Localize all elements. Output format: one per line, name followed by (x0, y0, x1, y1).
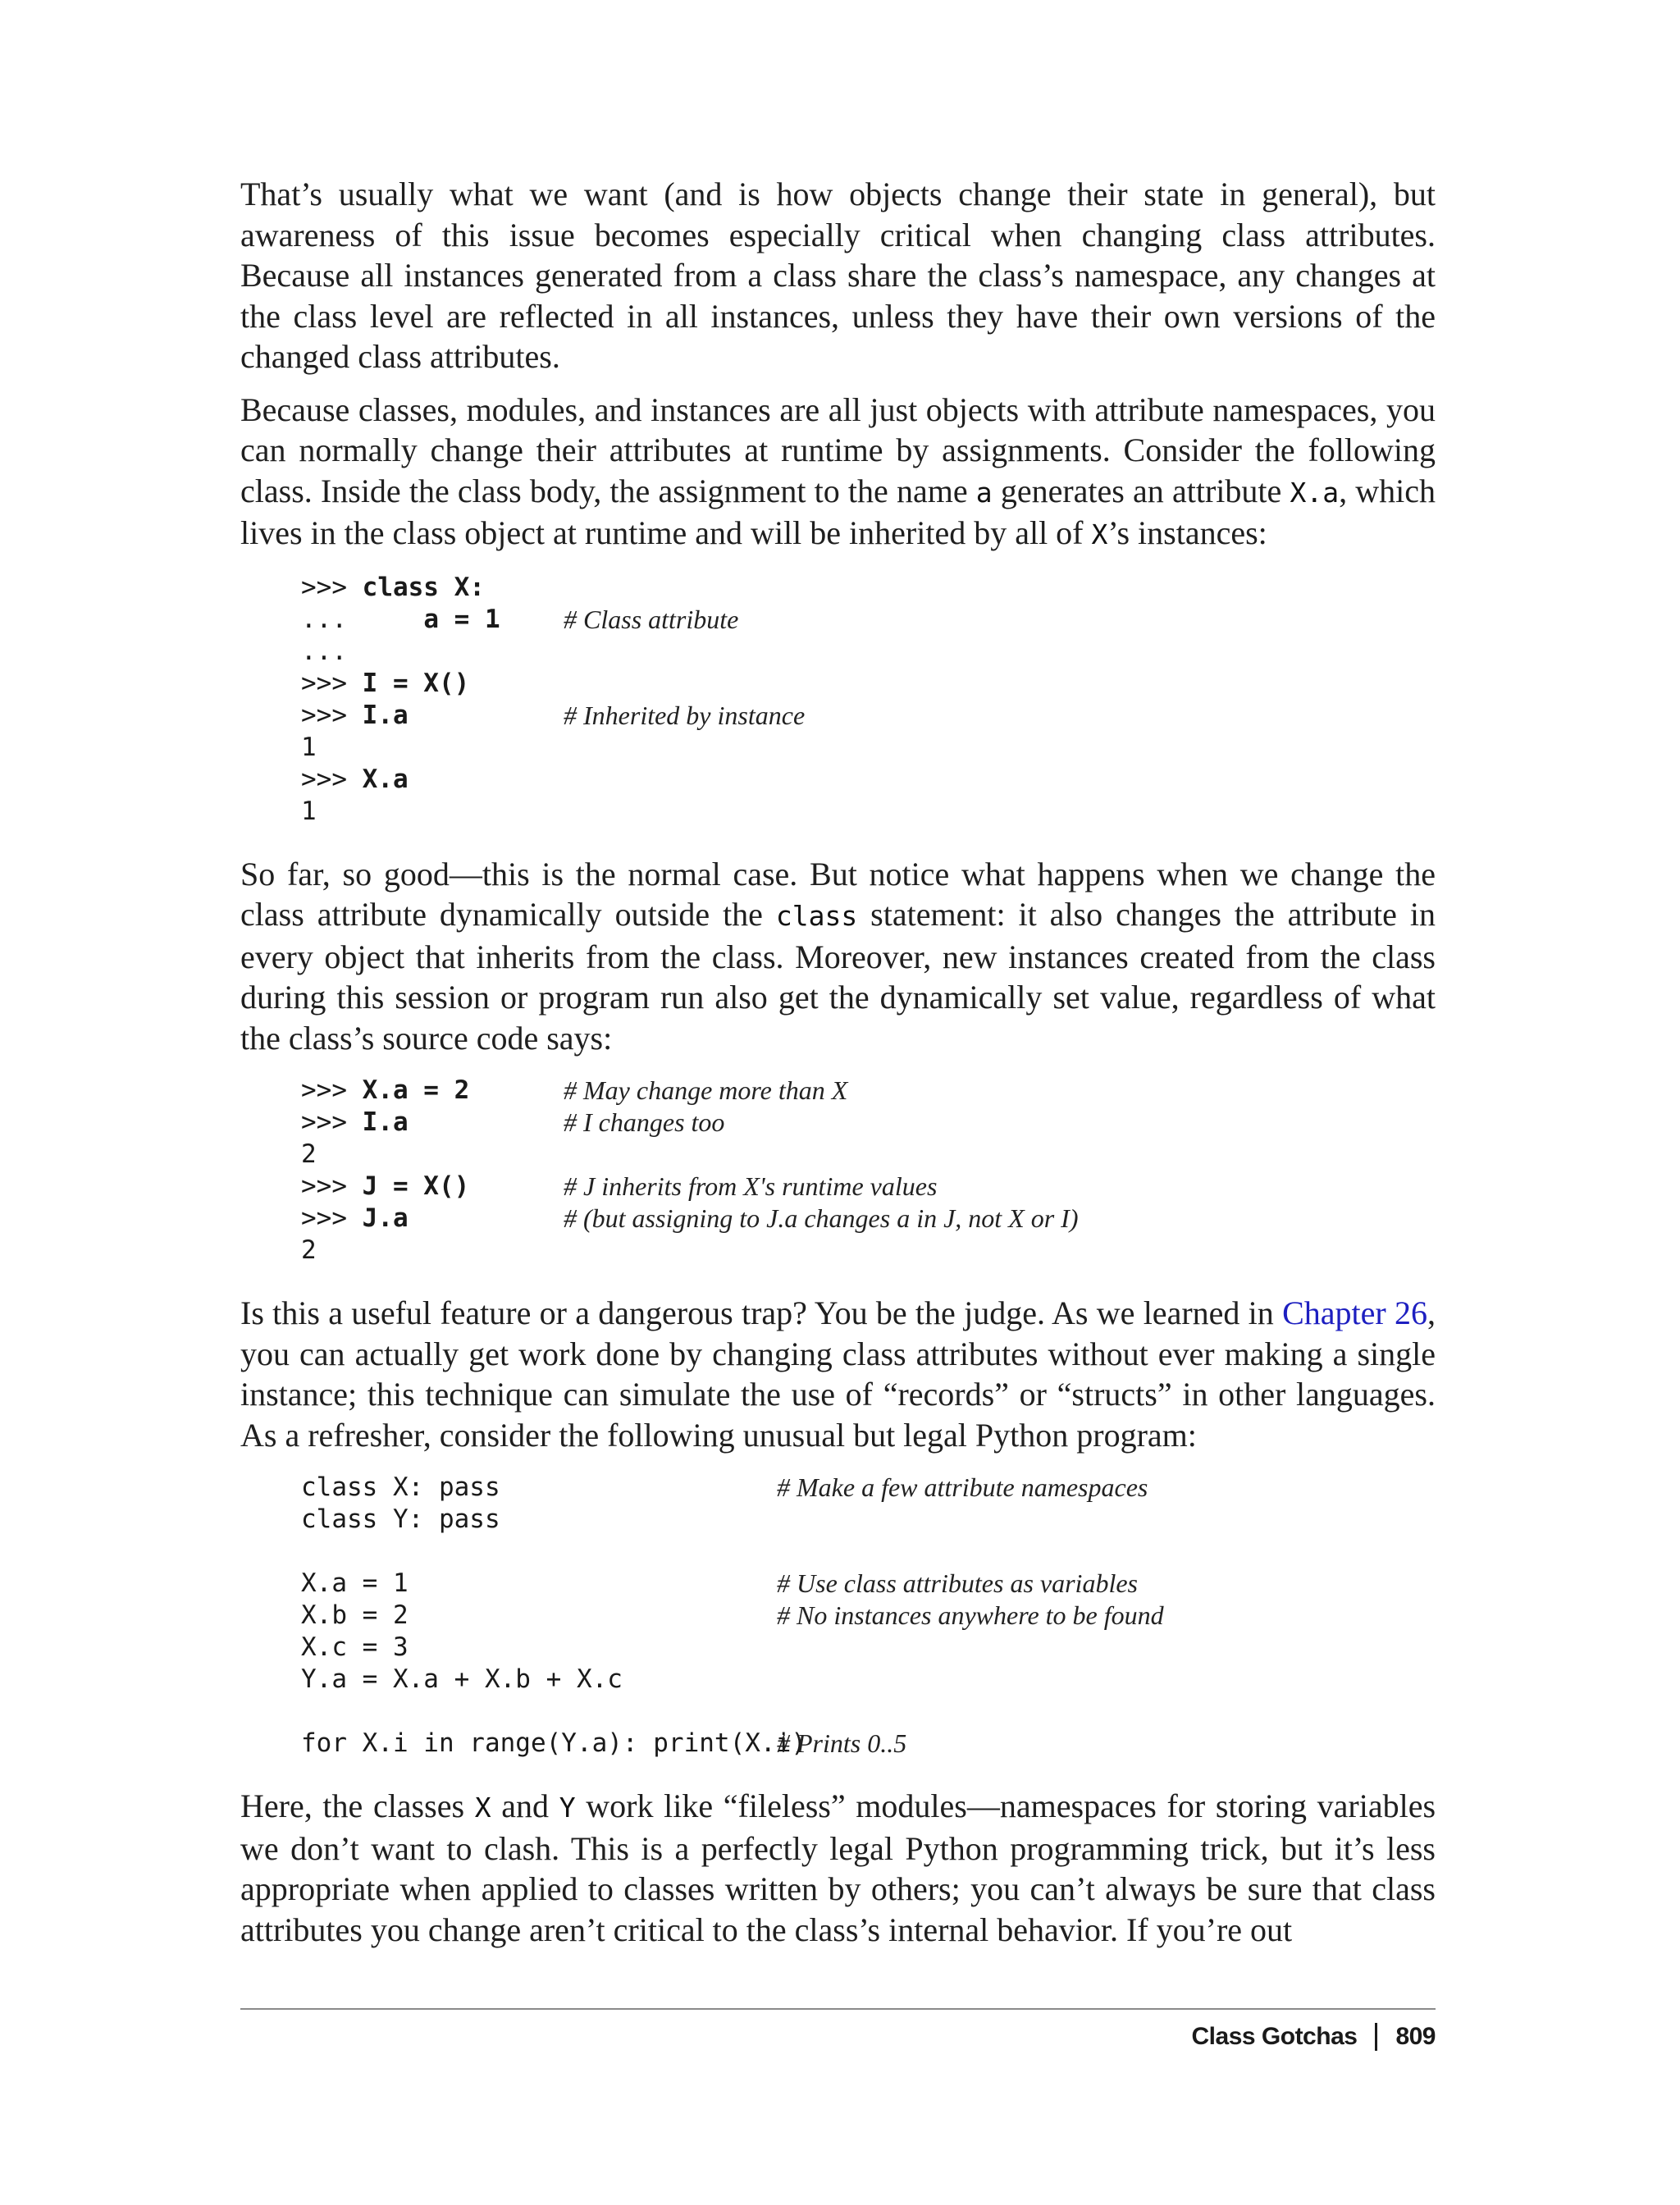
paragraph-2-text-c: , which lives in the class object at runtime and will be inherited by all of (240, 472, 1436, 551)
code-comment: # May change more than X (564, 1075, 848, 1105)
code-line (301, 1075, 1436, 1107)
code-output: 2 (301, 1139, 317, 1169)
paragraph-3 (240, 854, 1436, 1059)
code-line (301, 1472, 1436, 1504)
code-text (301, 1536, 777, 1568)
code-text: X.a (362, 764, 409, 794)
code-comment: # Inherited by instance (564, 700, 806, 730)
code-text: X.a = 2 (362, 1075, 470, 1105)
inline-code-x: X (474, 1792, 491, 1824)
paragraph-5-text-b: and (491, 1787, 559, 1824)
code-output: 2 (301, 1235, 317, 1265)
code-line (301, 1664, 1436, 1696)
code-comment: # Use class attributes as variables (777, 1568, 1138, 1598)
code-comment: # J inherits from X's runtime values (564, 1171, 938, 1201)
code-line (301, 1696, 1436, 1728)
code-comment: # (but assigning to J.a changes a in J, not X or I) (564, 1203, 1079, 1233)
page-number: 809 (1395, 2023, 1436, 2050)
paragraph-4-text-b: , you can actually get work done by changing class attributes without ever making a single instance; this technique can simulate the use of “records” or “structs” in other languages. As a refresher, consider the following unusual but legal Python program: (240, 1294, 1436, 1454)
code-prompt: ... (301, 636, 347, 666)
code-text: I.a (362, 700, 409, 730)
code-line (301, 1504, 1436, 1536)
code-prompt: >>> (301, 572, 363, 602)
code-text: J.a (362, 1203, 409, 1233)
code-line (301, 1600, 1436, 1632)
inline-code-class: class (775, 900, 858, 932)
paragraph-3-text-a: So far, so good—this is the normal case. But notice what happens when we change the class attribute dynamically outside the (240, 855, 1436, 933)
code-line (301, 1203, 1436, 1235)
code-text: class Y: pass (301, 1504, 500, 1534)
code-text: X.b = 2 (301, 1600, 409, 1630)
code-comment: # Make a few attribute namespaces (777, 1472, 1148, 1502)
code-comment: # No instances anywhere to be found (777, 1600, 1164, 1630)
code-text: a = 1 (423, 604, 500, 634)
code-prompt: ... (301, 604, 424, 634)
paragraph-2-text-a: Because classes, modules, and instances are all just objects with attribute namespaces, you can normally change their attributes at runtime by assignments. Consider the following class. Inside the class body, the assignment to the name (240, 390, 1436, 509)
inline-code-x: X (1091, 518, 1108, 550)
code-line (301, 796, 1436, 828)
code-output: 1 (301, 796, 317, 826)
code-line (301, 572, 1436, 604)
paragraph-1 (240, 174, 1436, 377)
paragraph-1-text: That’s usually what we want (and is how objects change their state in general), but awareness of this issue becomes especially critical when changing class attributes. Because all instances generated from a class share the class’s namespace, any changes at the class level are reflected in all instances, unless they have their own versions of the changed class attributes. (240, 176, 1436, 375)
code-line (301, 1171, 1436, 1203)
code-comment: # I changes too (564, 1107, 725, 1137)
chapter-26-link[interactable]: Chapter 26 (1282, 1294, 1428, 1331)
inline-code-y: Y (559, 1792, 576, 1824)
code-line (301, 636, 1436, 668)
footer-section-title: Class Gotchas (1191, 2023, 1358, 2050)
code-line (301, 764, 1436, 796)
footer-rule (240, 2008, 1436, 2010)
code-text: J = X() (362, 1171, 470, 1201)
code-text: class X: (362, 572, 485, 602)
code-prompt: >>> (301, 764, 363, 794)
code-text: Y.a = X.a + X.b + X.c (301, 1664, 623, 1694)
inline-code-a: a (975, 476, 993, 509)
code-comment: # Class attribute (564, 604, 739, 634)
page-footer (1192, 2023, 1436, 2051)
inline-code-xa: X.a (1290, 476, 1340, 509)
code-block-2 (301, 1075, 1436, 1267)
paragraph-4 (240, 1293, 1436, 1455)
code-line (301, 1728, 1436, 1760)
code-prompt: >>> (301, 1075, 363, 1105)
code-prompt: >>> (301, 1107, 363, 1137)
code-text: I = X() (362, 668, 470, 698)
code-text: X.a = 1 (301, 1568, 409, 1598)
code-text: for X.i in range(Y.a): print(X.i) (301, 1728, 806, 1758)
footer-separator (1375, 2023, 1377, 2051)
code-line (301, 1107, 1436, 1139)
code-line (301, 732, 1436, 764)
code-line (301, 1632, 1436, 1664)
paragraph-3-text-b: statement: it also changes the attribute in every object that inherits from the class. Moreover, new instances created from the class during this session or program run also get the dynamically set value, regardless of what the class’s source code says: (240, 896, 1436, 1057)
code-line (301, 1235, 1436, 1267)
code-block-1 (301, 572, 1436, 828)
paragraph-4-text-a: Is this a useful feature or a dangerous trap? You be the judge. As we learned in (240, 1294, 1283, 1331)
code-line (301, 1139, 1436, 1171)
code-text (301, 1696, 777, 1728)
code-comment: # Prints 0..5 (777, 1728, 907, 1758)
code-text: class X: pass (301, 1472, 500, 1502)
code-line (301, 1568, 1436, 1600)
code-line (301, 668, 1436, 700)
code-line (301, 604, 1436, 636)
code-line (301, 700, 1436, 732)
paragraph-2-text-d: ’s instances: (1107, 514, 1267, 551)
paragraph-5 (240, 1786, 1436, 1950)
paragraph-5-text-a: Here, the classes (240, 1787, 475, 1824)
code-block-3 (301, 1472, 1436, 1760)
paragraph-5-text-c: work like “fileless” modules—namespaces for storing variables we don’t want to clash. This is a perfectly legal Python programming trick, but it’s less appropriate when applied to classes written by others; you can’t always be sure that class attributes you change aren’t critical to the class’s internal behavior. If you’re out (240, 1787, 1436, 1948)
page-content (240, 174, 1436, 1950)
code-prompt: >>> (301, 1171, 363, 1201)
code-prompt: >>> (301, 700, 363, 730)
code-line (301, 1536, 1436, 1568)
paragraph-2-text-b: generates an attribute (992, 472, 1290, 509)
code-text: X.c = 3 (301, 1632, 409, 1662)
paragraph-2 (240, 390, 1436, 555)
code-prompt: >>> (301, 1203, 363, 1233)
code-output: 1 (301, 732, 317, 762)
code-prompt: >>> (301, 668, 363, 698)
code-text: I.a (362, 1107, 409, 1137)
